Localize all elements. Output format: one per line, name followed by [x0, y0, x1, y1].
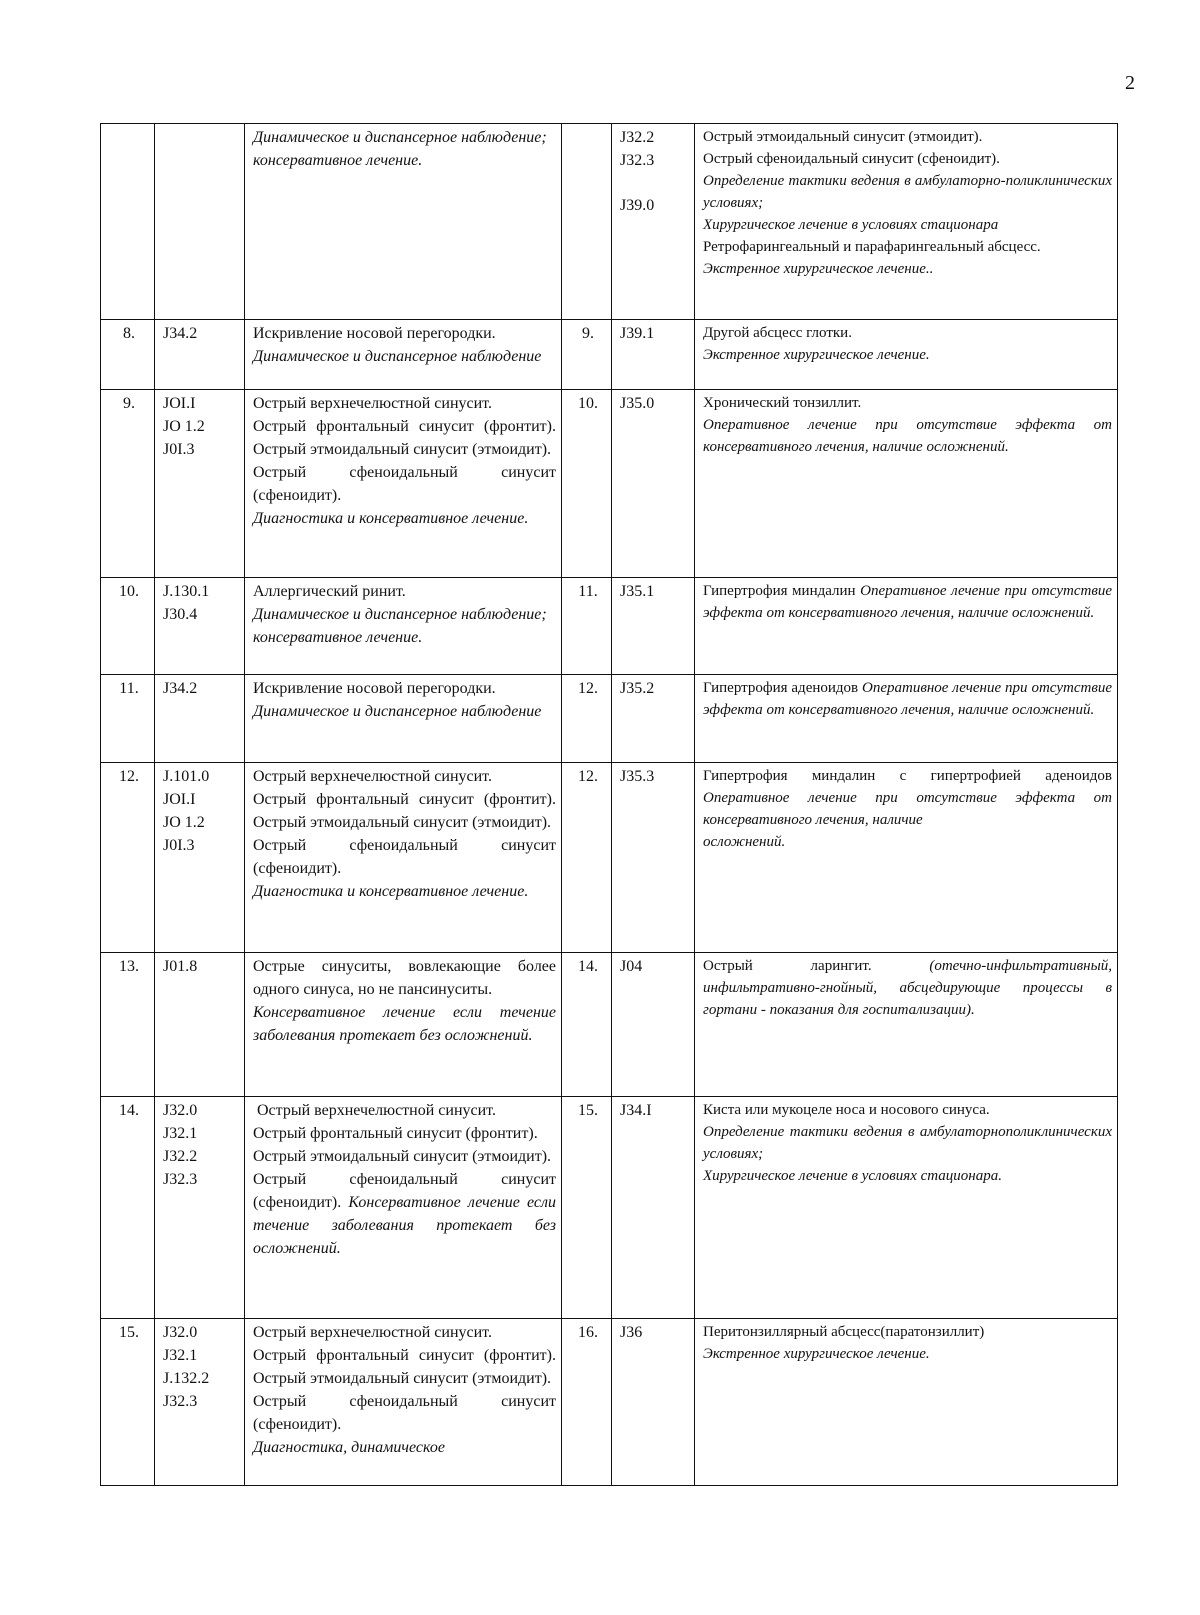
icd-code: J32.3	[163, 1171, 198, 1188]
l-row-number: 12.	[101, 763, 155, 953]
treatment-note: консервативное лечение.	[253, 629, 423, 646]
diagnosis-text: Острый этмоидальный синусит (этмоидит).	[253, 1148, 552, 1165]
icd-code: J35.3	[620, 768, 655, 785]
icd-code: J36	[620, 1324, 643, 1341]
icd-code: J39.1	[620, 325, 655, 342]
l-icd-codes	[155, 1319, 245, 1486]
l-diagnosis-description	[245, 390, 562, 578]
treatment-note: Хирургическое лечение в условиях стационара.	[703, 1168, 1002, 1184]
icd-code	[620, 172, 689, 194]
diagnosis-text: Острый фронтальный синусит (фронтит). Острый этмоидальный синусит (этмоидит).	[253, 418, 556, 458]
r-diagnosis-description	[695, 390, 1118, 578]
icd-code: J32.2	[620, 129, 655, 146]
l-row-number: 10.	[101, 578, 155, 675]
r-icd-codes	[612, 578, 695, 675]
l-diagnosis-description	[245, 675, 562, 763]
diagnosis-text: Острый сфеноидальный синусит (сфеноидит).	[253, 464, 556, 504]
r-diagnosis-description	[695, 675, 1118, 763]
r-diagnosis-description	[695, 124, 1118, 320]
icd-code: JOI.I	[163, 791, 196, 808]
icd-code: J32.2	[163, 1148, 198, 1165]
treatment-note: Оперативное лечение при отсутствие эффекта от консервативного лечения, наличие осложнений.	[703, 680, 1112, 718]
diagnosis-text: Острый сфеноидальный синусит (сфеноидит).	[253, 1393, 556, 1433]
treatment-note: консервативное лечение.	[253, 152, 423, 169]
icd-code: J32.1	[163, 1347, 198, 1364]
r-icd-codes	[612, 763, 695, 953]
l-diagnosis-description	[245, 1319, 562, 1486]
diagnosis-text: Острый сфеноидальный синусит (сфеноидит).	[253, 837, 556, 877]
table-row	[101, 1319, 1118, 1486]
icd-code: J35.1	[620, 583, 655, 600]
treatment-note: Экстренное хирургическое лечение.	[703, 1346, 930, 1362]
diagnosis-text: Острый верхнечелюстной синусит.	[253, 395, 492, 412]
icd-code: J35.2	[620, 680, 655, 697]
icd-code: J35.0	[620, 395, 655, 412]
treatment-note: осложнений.	[703, 834, 786, 850]
treatment-note: Оперативное лечение при отсутствие эффекта от консервативного лечения, наличие осложнений.	[703, 583, 1112, 621]
treatment-note: Определение тактики ведения в амбулаторнополиклинических условиях;	[703, 1124, 1112, 1162]
r-diagnosis-description	[695, 578, 1118, 675]
r-row-number: 12.	[562, 763, 612, 953]
l-diagnosis-description	[245, 578, 562, 675]
table-row	[101, 578, 1118, 675]
treatment-note: Динамическое и диспансерное наблюдение;	[253, 129, 547, 146]
l-icd-codes	[155, 1097, 245, 1319]
diagnosis-text: Аллергический ринит.	[253, 583, 406, 600]
icd-code: J04	[620, 958, 643, 975]
icd-code: J0I.3	[163, 441, 195, 458]
r-icd-codes	[612, 953, 695, 1097]
treatment-note: Консервативное лечение если течение заболевания протекает без осложнений.	[253, 1194, 556, 1257]
diagnosis-text: Искривление носовой перегородки.	[253, 325, 496, 342]
diagnosis-text: Гипертрофия миндалин с гипертрофией аденоидов	[703, 768, 1112, 784]
r-diagnosis-description	[695, 763, 1118, 953]
r-row-number: 10.	[562, 390, 612, 578]
treatment-note: Определение тактики ведения в амбулаторно-поликлинических условиях;	[703, 173, 1112, 211]
icd-code: J32.3	[620, 152, 655, 169]
icd-code: J32.0	[163, 1324, 198, 1341]
treatment-note: Экстренное хирургическое лечение.	[703, 347, 930, 363]
r-row-number: 11.	[562, 578, 612, 675]
icd-code: J01.8	[163, 958, 198, 975]
treatment-note: Динамическое и диспансерное наблюдение	[253, 703, 542, 720]
r-icd-codes	[612, 124, 695, 320]
r-icd-codes	[612, 675, 695, 763]
icd-code: J.132.2	[163, 1370, 210, 1387]
treatment-note: Диагностика, динамическое	[253, 1439, 445, 1456]
l-icd-codes	[155, 390, 245, 578]
diagnosis-text: Острый верхнечелюстной синусит.	[253, 1324, 492, 1341]
treatment-note: (отечно-инфильтративный, инфильтративно-гнойный, абсцедирующие процессы в гортани - показания для госпитализации).	[703, 958, 1112, 1018]
l-row-number: 15.	[101, 1319, 155, 1486]
page-number: 2	[1125, 72, 1135, 94]
treatment-note: Динамическое и диспансерное наблюдение;	[253, 606, 547, 623]
diagnosis-text: Хронический тонзиллит.	[703, 395, 862, 411]
icd-code: J0I.3	[163, 837, 195, 854]
l-icd-codes	[155, 320, 245, 390]
treatment-note: Экстренное хирургическое лечение..	[703, 261, 934, 277]
icd-code: JO 1.2	[163, 814, 205, 831]
r-diagnosis-description	[695, 1097, 1118, 1319]
diagnosis-text: Другой абсцесс глотки.	[703, 325, 852, 341]
treatment-note: Динамическое и диспансерное наблюдение	[253, 348, 542, 365]
icd-code: J34.2	[163, 680, 198, 697]
diagnosis-text: Перитонзиллярный абсцесс(паратонзиллит)	[703, 1324, 985, 1340]
l-icd-codes	[155, 675, 245, 763]
table-row	[101, 320, 1118, 390]
icd-code: J32.3	[163, 1393, 198, 1410]
r-row-number: 15.	[562, 1097, 612, 1319]
l-icd-codes	[155, 763, 245, 953]
l-row-number	[101, 124, 155, 320]
l-icd-codes	[155, 578, 245, 675]
treatment-note: Оперативное лечение при отсутствие эффекта от консервативного лечения, наличие осложнений.	[703, 417, 1112, 455]
icd-code: J.130.1	[163, 583, 210, 600]
icd-code: J.101.0	[163, 768, 210, 785]
diagnosis-text: Острый ларингит.	[703, 958, 930, 974]
r-diagnosis-description	[695, 1319, 1118, 1486]
diagnosis-text: Острые синуситы, вовлекающие более одного синуса, но не пансинуситы.	[253, 958, 556, 998]
icd-code: J39.0	[620, 197, 655, 214]
l-row-number: 8.	[101, 320, 155, 390]
table-row	[101, 1097, 1118, 1319]
l-row-number: 11.	[101, 675, 155, 763]
treatment-note: Хирургическое лечение в условиях стационара	[703, 217, 999, 233]
r-diagnosis-description	[695, 953, 1118, 1097]
treatment-note: Оперативное лечение при отсутствие эффекта от консервативного лечения, наличие	[703, 790, 1112, 828]
diagnosis-text: Острый фронтальный синусит (фронтит).	[253, 1125, 538, 1142]
r-icd-codes	[612, 320, 695, 390]
diagnosis-text: Острый верхнечелюстной синусит.	[253, 768, 492, 785]
diagnosis-text: Острый фронтальный синусит (фронтит). Острый этмоидальный синусит (этмоидит).	[253, 791, 556, 831]
icd-code: J34.2	[163, 325, 198, 342]
treatment-note: Консервативное лечение если течение заболевания протекает без осложнений.	[253, 1004, 556, 1044]
l-row-number: 9.	[101, 390, 155, 578]
diagnosis-text: Гипертрофия миндалин	[703, 583, 861, 599]
r-icd-codes	[612, 1097, 695, 1319]
table-row	[101, 953, 1118, 1097]
diagnosis-text: Острый фронтальный синусит (фронтит). Острый этмоидальный синусит (этмоидит).	[253, 1347, 556, 1387]
l-diagnosis-description	[245, 763, 562, 953]
r-diagnosis-description	[695, 320, 1118, 390]
r-row-number: 9.	[562, 320, 612, 390]
diagnosis-text: Острый сфеноидальный синусит (сфеноидит).	[253, 1171, 556, 1211]
r-row-number: 14.	[562, 953, 612, 1097]
table-row	[101, 763, 1118, 953]
diagnosis-text: Острый верхнечелюстной синусит.	[257, 1102, 496, 1119]
l-diagnosis-description	[245, 953, 562, 1097]
icd-code: J32.1	[163, 1125, 198, 1142]
r-icd-codes	[612, 1319, 695, 1486]
l-diagnosis-description	[245, 1097, 562, 1319]
l-diagnosis-description	[245, 124, 562, 320]
diagnosis-text: Ретрофарингеальный и парафарингеальный абсцесс.	[703, 239, 1041, 255]
r-row-number: 12.	[562, 675, 612, 763]
r-row-number	[562, 124, 612, 320]
table-row	[101, 124, 1118, 320]
icd-code: J34.I	[620, 1102, 652, 1119]
icd-code: J32.0	[163, 1102, 198, 1119]
table-row	[101, 390, 1118, 578]
icd-code: JOI.I	[163, 395, 196, 412]
l-row-number: 14.	[101, 1097, 155, 1319]
diagnosis-text: Киста или мукоцеле носа и носового синуса.	[703, 1102, 990, 1118]
l-icd-codes	[155, 953, 245, 1097]
diagnosis-table	[100, 123, 1118, 1486]
l-icd-codes	[155, 124, 245, 320]
r-row-number: 16.	[562, 1319, 612, 1486]
diagnosis-text: Гипертрофия аденоидов	[703, 680, 863, 696]
icd-code: JO 1.2	[163, 418, 205, 435]
diagnosis-text: Искривление носовой перегородки.	[253, 680, 496, 697]
diagnosis-text: Острый сфеноидальный синусит (сфеноидит).	[703, 151, 1000, 167]
diagnosis-text: Острый этмоидальный синусит (этмоидит).	[703, 129, 983, 145]
treatment-note: Диагностика и консервативное лечение.	[253, 510, 529, 527]
l-diagnosis-description	[245, 320, 562, 390]
treatment-note: Диагностика и консервативное лечение.	[253, 883, 529, 900]
table-row	[101, 675, 1118, 763]
l-row-number: 13.	[101, 953, 155, 1097]
r-icd-codes	[612, 390, 695, 578]
icd-code: J30.4	[163, 606, 198, 623]
